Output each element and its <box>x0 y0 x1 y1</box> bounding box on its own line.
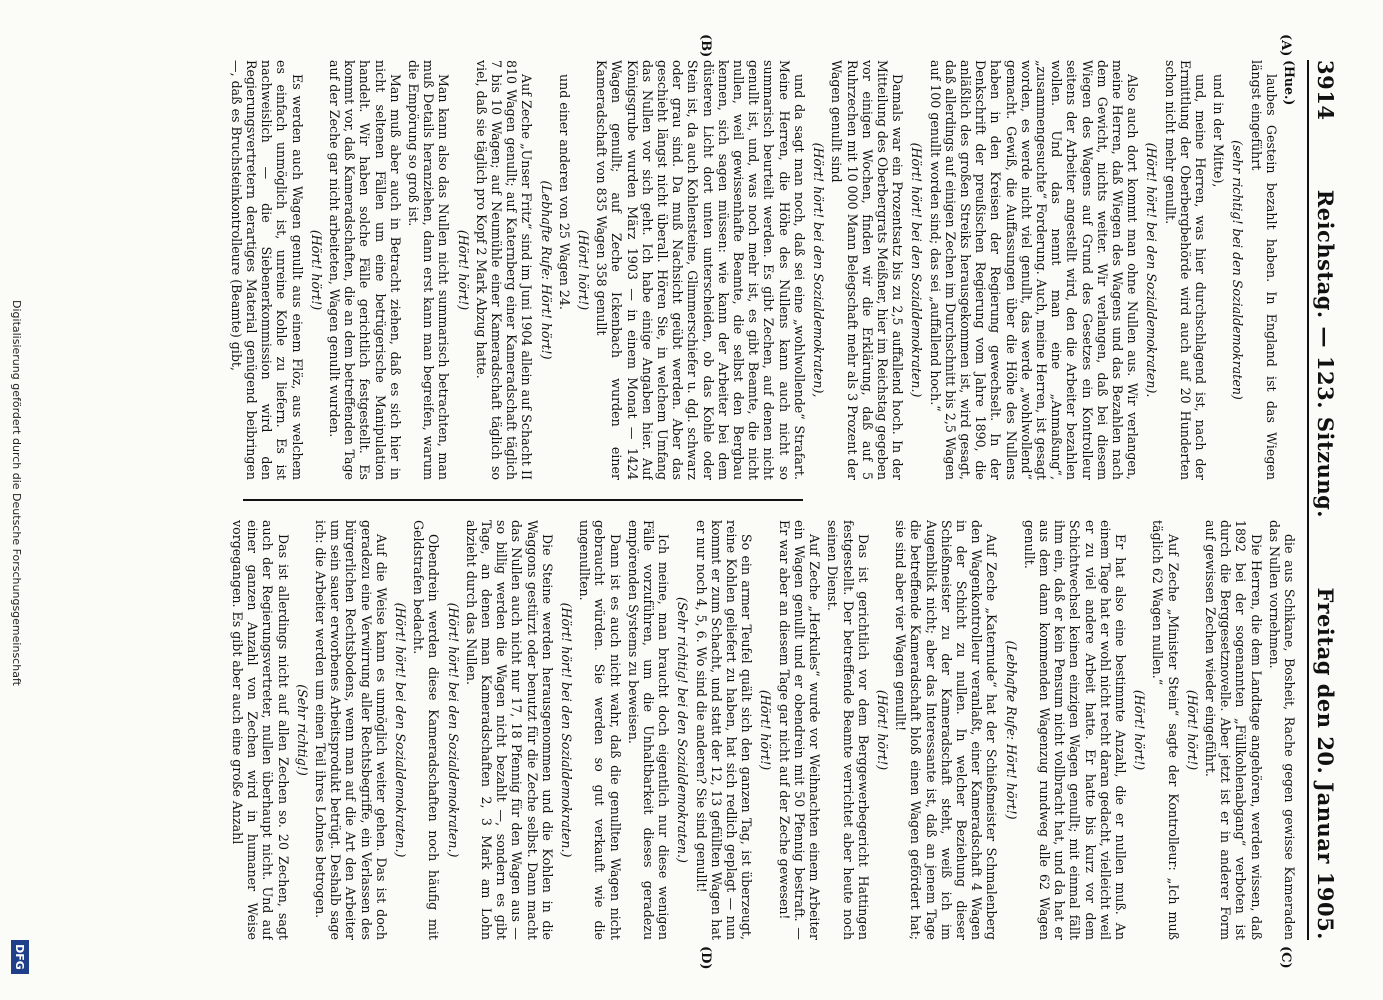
paragraph: Also auch dort kommt man ohne Nullen aus. Wir verlangen, meine Herren, daß Wiegen des Wagens und das Bezahlen nach dem Gewicht, nichts weiter. Wir verlangen, daß bei diesem Wiegen des Wagens auf Grund des Gesetzes ein Kontrolleur seitens der Arbeiter angestellt wird, den die Arbeiter bezahlen wollen. Und das nennt man eine „Anmaßung“, „zusammengesuchte“ Forderung. Auch, meine Herren, ist gesagt worden, es werde nicht viel genullt, das werde „wohlwollend“ gemacht. Gewiß, die Auffassungen über die Höhe des Nullens haben in den Kreisen der Regierung gewechselt. In der Denkschrift der preußischen Regierung vom Jahre 1890, die anläßlich des großen Streiks herausgekommen ist, wird gesagt, daß allerdings auf einigen Zechen im Durchschnitt bis 2,5 Wagen auf 100 genullt worden sind; das sei „auffallend hoch.“ <box>927 60 1141 480</box>
interjection: (Lebhafte Rufe: Hört! hört!) <box>538 180 554 360</box>
paragraph: Auf die Weise kann es unmöglich weiter gehen. Das ist doch geradezu eine Verwirrung aller Rechtsbegriffe, ein Verlassen des bürgerlichen Rechtsbodens, wenn man auf die Art den Arbeiter um sein sauer erworbenes Arbeitsprodukt betrügt. Deshalb sage ich: die Arbeiter werden um einen Teil ihres Lohnes betrogen. <box>313 520 389 940</box>
interjection: (Hört! hört! bei den Sozialdemokraten.) <box>909 142 925 398</box>
paragraph: Auf Zeche „Katernude“ hat der Schießmeister Schmalenberg den Wagenkontrolleur veranlaßt, einer Kameradschaft 4 Wagen in der Schicht zu nullen. In welcher Beziehung dieser Schießmeister zu der Kameradschaft steht, weiß ich im Augenblick nicht; aber das Interessante ist, daß an jenem Tage die betreffende Kameradschaft bloß einen Wagen gefördert hat; sie sind aber vier Wagen genullt! <box>893 520 1000 940</box>
paragraph: Er hat also eine bestimmte Anzahl, die er nullen muß. An einem Tage hat er wohl nicht recht daran gedacht, vielleicht weil er zu viel andere Arbeit hatte. Er hatte bis kurz vor dem Schichtwechsel keinen einzigen Wagen genullt; mit einmal fällt ihm ein, daß er kein Pensum nicht vollbracht hat, und da hat er aus dem dann kommenden Wagenzug rundweg alle 62 Wagen genullt. <box>1021 520 1128 940</box>
interjection: (Hört! hört! bei den Sozialdemokraten.) <box>393 602 409 858</box>
interjection: (sehr richtig! bei den Sozialdemokraten) <box>1230 140 1246 400</box>
interjection: (Sehr richtig! bei den Sozialdemokraten.) <box>675 597 691 863</box>
page-header <box>1307 60 1353 940</box>
paragraph: Die Herren, die dem Landtage angehören, werden wissen, daß 1892 bei der sogenannten „Füllkohlenabgang“ verboten ist durch die Berggesetznovelle. Aber jetzt ist er in anderer Form auf gewissen Zechen wieder eingeführt. <box>1202 520 1264 940</box>
paragraph: Auf Zeche „Unser Fritz“ sind im Juni 1904 allein auf Schacht II 810 Wagen genullt; auf Katernberg einer Kameradschaft täglich 7 bis 10 Wagen; auf Neumühle einer Kameradschaft täglich so viel, daß sie täglich pro Kopf 2 Mark Abzug hatte. <box>473 60 535 480</box>
margin-marker-b: (B) <box>698 34 713 58</box>
paragraph: Es werden auch Wagen genullt aus einem Flöz, aus welchem es einfach unmöglich ist, unreine Kohle zu liefern. Es ist nachweislich — die Siebenerkommission wird den Regierungsvertretern derartiges Material genügend beibringen —, daß es Bruchsteinkontrolleure (Beamte) gibt, <box>228 60 305 480</box>
dfg-logo: DFG <box>11 940 29 974</box>
right-column-text <box>230 520 1297 940</box>
paragraph: Ich meine, man braucht doch eigentlich nur diese wenigen Fälle vorzuführen, um die Unhaltbarkeit dieses geradezu empörenden Systems zu beweisen. <box>625 520 672 940</box>
paragraph: Die Steine werden herausgenommen und die Kohlen in die Waggons gestürzt oder benutzt für die Zeche selbst. Dann macht das Nullen auch nicht nur 17, 18 Pfennig für den Wagen aus — so billig werden die Wagen nicht bezahlt —, sondern es gibt Tage, an denen man Kameradschaften 2, 3 Mark am Lohn abzieht durch das Nullen. <box>463 520 555 940</box>
margin-marker-a: (A) <box>1278 34 1293 57</box>
paragraph: So ein armer Teufel quält sich den ganzen Tag, ist überzeugt, reine Kohlen geliefert zu haben, hat sich redlich geplagt — nun kommt er zum Schacht, und statt der 12, 13 gefüllten Wagen hat er nur noch 4, 5, 6. Wo sind die anderen? Sie sind genullt! <box>693 520 755 940</box>
paragraph: Man muß aber auch in Betracht ziehen, daß es sich hier in nicht seltenen Fällen um eine betrügerische Manipulation handelt. Wir haben solche Fälle gerichtlich festgestellt. Es kommt vor, daß Kameradschaften, die an dem betreffenden Tage auf der Zeche gar nicht arbeiteten, Wagen genullt wurden. <box>327 60 403 480</box>
paragraph: Damals war ein Prozentsatz bis zu 2,5 auffallend hoch. In der Mitteilung des Oberbergrats Meißner, hier im Reichstag gegeben vor einigen Wochen, finden wir die Erklärung, daß auf 5 Ruhrzechen mit 10 000 Mann Belegschaft mehr als 3 Prozent der Wagen genullt sind <box>829 60 906 480</box>
left-column <box>117 60 1297 480</box>
interjection: (Hört! hört!) <box>576 229 592 311</box>
paragraph: laubes Gestein bezahlt haben. In England ist das Wiegen längst eingeführt <box>1248 60 1279 480</box>
margin-marker-d: (D) <box>698 946 713 970</box>
left-column-text <box>229 60 1279 480</box>
paragraph: Das ist allerdings nicht auf allen Zechen so. 20 Zechen, sagt auch der Regierungsvertreter, nullen überhaupt nicht. Und auf einer ganzen Anzahl von Zechen wird in humaner Weise vorgegangen. Es gibt aber auch eine große Anzahl <box>230 520 291 940</box>
paragraph: Obendrein werden diese Kameradschaften noch häufig mit Geldstrafen bedacht. <box>411 520 442 940</box>
interjection: (Hört! hört!) <box>1132 689 1148 771</box>
interjection: (Hört! hört!) <box>308 229 324 311</box>
right-column <box>117 520 1297 940</box>
paragraph: und in der Mitte), <box>1211 74 1227 188</box>
interjection: (Hört! hört! bei den Sozialdemokraten.) <box>445 602 461 858</box>
speaker-label: (Hue.) <box>1282 60 1297 106</box>
interjection: (Hört! hört! bei den Sozialdemokraten). <box>1144 142 1160 398</box>
interjection: (Hört! hört!) <box>455 229 471 311</box>
paragraph: und, meine Herren, was hier durchschlagend ist, nach der Ermittlung der Oberbergbehörde wird auch auf 20 Hunderten schon nicht mehr genullt. <box>1162 60 1208 480</box>
paragraph: Dann ist es auch nicht wahr, daß die genullten Wagen nicht gebraucht würden. Sie werden so gut verkauft wie die ungenullten. <box>577 520 623 940</box>
paragraph: und da sagt man noch, daß sei eine „wohlwollende“ Strafart. Meine Herren, die Höhe des Nullens kann auch nicht so summarisch beurteilt werden. Es gibt Zechen, auf denen nicht genullt ist, und, was noch mehr ist, es gibt Beamte, die nicht nullen, weil gewissenhafte Beamte, die selbst den Bergbau kennen, sich sagen müssen: wie kann der Arbeiter bei dem düsteren Licht dort unten unterscheiden, ob das Kohle oder Stein ist, da auch Kohlensteine, Glimmerschiefer u. dgl. schwarz oder grau sind. Da muß Nachsicht geübt werden. Aber das geschieht längst nicht überall. Hören Sie, in welchem Umfang das Nullen vor sich geht. Ich habe einige Angaben hier. Auf Königsgrube wurden März 1903 — in einem Monat — 1424 Wagen genullt; auf Zeche Ickenbach wurden einer Kameradschaft von 835 Wagen 358 genullt <box>594 60 807 480</box>
margin-marker-c: (C) <box>1278 946 1293 969</box>
interjection: (Lebhafte Rufe: Hört! hört!) <box>1003 640 1019 820</box>
page-number: 3914 <box>1313 60 1338 121</box>
paragraph: und einer anderen von 25 Wagen 24. <box>556 74 572 310</box>
paragraph: Auf Zeche „Minister Stein“ sagte der Kontrolleur: „Ich muß täglich 62 Wagen nullen.“ <box>1150 520 1181 940</box>
interjection: (Hört! hört!) <box>874 689 890 771</box>
session-date: Freitag den 20. Januar 1905. <box>1313 587 1338 940</box>
interjection: (Hört! hört! bei den Sozialdemokraten), <box>811 142 827 398</box>
paragraph: die aus Schikane, Bosheit, Rache gegen gewisse Kameraden das Nullen vornehmen. <box>1266 520 1297 940</box>
interjection: (Hört! hört!) <box>1184 689 1200 771</box>
paragraph: Das ist gerichtlich vor dem Berggewerbegericht Hattingen festgestellt. Der betreffende Beamte verrichtet aber heute noch seinen Dienst. <box>825 520 871 940</box>
interjection: (Hört! hört!) <box>758 689 774 771</box>
paragraph: Auf Zeche „Herkules“ wurde vor Weihnachten einem Arbeiter ein Wagen genullt und er obendrein mit 50 Pfennig bestraft. — Er war aber an diesem Tage gar nicht auf der Zeche gewesen! <box>776 520 823 940</box>
interjection: (Sehr richtig!) <box>294 684 310 776</box>
column-divider <box>243 499 803 501</box>
paragraph: Man kann also das Nullen nicht summarisch betrachten, man muß Details heranziehen, dann erst kann man begreifen, warum die Empörung so groß ist. <box>406 60 452 480</box>
session-title: Reichstag. — 123. Sitzung. <box>1313 189 1338 519</box>
interjection: (Hört! hört! bei den Sozialdemokraten.) <box>559 602 575 858</box>
digitization-note: Digitalisierung gefördert durch die Deutsche Forschungsgemeinschaft <box>10 300 23 686</box>
